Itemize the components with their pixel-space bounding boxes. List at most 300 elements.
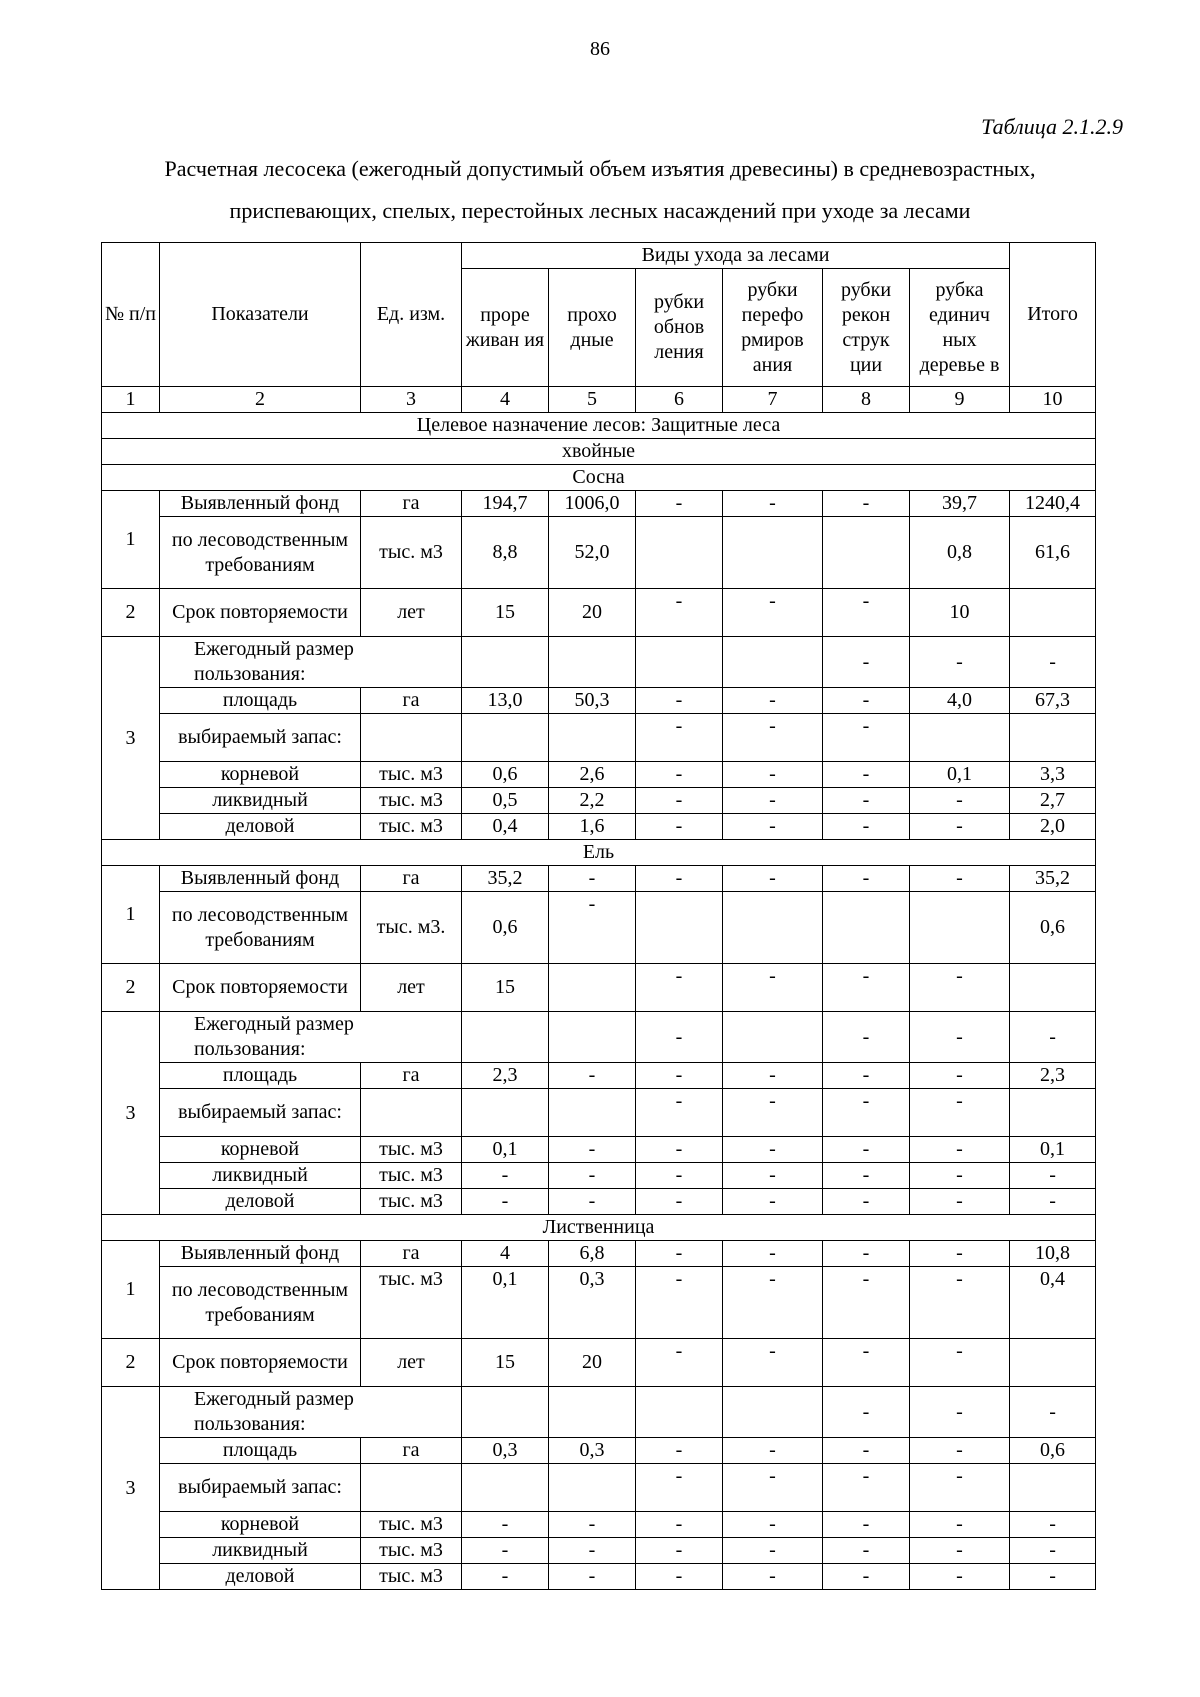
value-cell-passage	[549, 714, 636, 762]
value-cell-reformation	[723, 1387, 823, 1438]
value-cell-thinning: 15	[462, 1339, 549, 1387]
value-cell-passage	[549, 637, 636, 688]
indicator-liquid: ликвидный	[160, 1163, 361, 1189]
value-cell-reconstruction	[823, 517, 910, 589]
value-cell-reformation	[723, 637, 823, 688]
value-cell-thinning	[462, 1089, 549, 1137]
table-row	[102, 814, 1096, 840]
value-cell-renewal: -	[636, 788, 723, 814]
table-row	[102, 964, 1096, 1012]
value-cell-total: 61,6	[1010, 517, 1096, 589]
value-cell-passage: -	[549, 1564, 636, 1590]
row-number: 2	[102, 589, 160, 637]
value-cell-thinning	[462, 1464, 549, 1512]
value-cell-passage: 2,6	[549, 762, 636, 788]
value-cell-single-tree: -	[910, 1012, 1010, 1063]
value-cell-thinning	[462, 714, 549, 762]
value-cell-reconstruction: -	[823, 762, 910, 788]
value-cell-thinning	[462, 1387, 549, 1438]
unit-cell: тыс. м3	[361, 1512, 462, 1538]
table-row	[102, 491, 1096, 517]
value-cell-passage	[549, 1464, 636, 1512]
value-cell-thinning: 0,1	[462, 1137, 549, 1163]
value-cell-passage: -	[549, 866, 636, 892]
value-cell-passage: -	[549, 1538, 636, 1564]
value-cell-renewal: -	[636, 1339, 723, 1387]
table-row	[102, 1564, 1096, 1590]
table-row	[102, 1012, 1096, 1063]
indicator-fund-rest: по лесоводственным требованиям	[160, 1267, 361, 1339]
value-cell-reconstruction: -	[823, 964, 910, 1012]
value-cell-single-tree: -	[910, 1137, 1010, 1163]
table-title-line-1: Расчетная лесосека (ежегодный допустимый объем изъятия древесины) в средневозрастных,	[164, 156, 1036, 181]
value-cell-renewal: -	[636, 762, 723, 788]
table-row	[102, 517, 1096, 589]
value-cell-passage: 0,3	[549, 1438, 636, 1464]
value-cell-reconstruction: -	[823, 1012, 910, 1063]
value-cell-reformation	[723, 892, 823, 964]
header-units: Ед. изм.	[361, 243, 462, 387]
column-number: 7	[723, 387, 823, 413]
unit-cell: тыс. м3.	[361, 892, 462, 964]
column-number: 2	[160, 387, 361, 413]
value-cell-passage	[549, 1012, 636, 1063]
indicator-fund: Выявленный фонд	[160, 1241, 361, 1267]
value-cell-total: 10,8	[1010, 1241, 1096, 1267]
value-cell-thinning: 8,8	[462, 517, 549, 589]
row-number: 2	[102, 964, 160, 1012]
header-care-types: Виды ухода за лесами	[462, 243, 1010, 269]
table-row	[102, 714, 1096, 762]
value-cell-reformation: -	[723, 589, 823, 637]
value-cell-renewal: -	[636, 714, 723, 762]
indicator-area: площадь	[160, 1063, 361, 1089]
value-cell-reformation: -	[723, 1512, 823, 1538]
value-cell-thinning: 0,1	[462, 1267, 549, 1339]
value-cell-passage: 20	[549, 1339, 636, 1387]
row-number: 3	[102, 1012, 160, 1215]
value-cell-reconstruction: -	[823, 1267, 910, 1339]
unit-cell: га	[361, 866, 462, 892]
unit-cell: тыс. м3	[361, 1163, 462, 1189]
value-cell-passage: 2,2	[549, 788, 636, 814]
value-cell-single-tree: -	[910, 814, 1010, 840]
unit-cell: га	[361, 688, 462, 714]
value-cell-passage	[549, 964, 636, 1012]
value-cell-total: 2,0	[1010, 814, 1096, 840]
unit-cell: га	[361, 1241, 462, 1267]
table-title-line-2: приспевающих, спелых, перестойных лесных насаждений при уходе за лесами	[229, 198, 971, 223]
value-cell-renewal: -	[636, 866, 723, 892]
value-cell-thinning: 0,6	[462, 762, 549, 788]
value-cell-total: -	[1010, 1387, 1096, 1438]
header-num: № п/п	[102, 243, 160, 387]
value-cell-thinning: 194,7	[462, 491, 549, 517]
table-row	[102, 1339, 1096, 1387]
table-row	[102, 1089, 1096, 1137]
value-cell-thinning: 0,5	[462, 788, 549, 814]
value-cell-single-tree	[910, 714, 1010, 762]
value-cell-total: -	[1010, 1538, 1096, 1564]
value-cell-total: 0,4	[1010, 1267, 1096, 1339]
indicator-annual: Ежегодный размер пользования:	[160, 1387, 462, 1438]
value-cell-renewal: -	[636, 1564, 723, 1590]
table-row	[102, 1267, 1096, 1339]
value-cell-reconstruction: -	[823, 714, 910, 762]
value-cell-total: -	[1010, 1512, 1096, 1538]
value-cell-reformation: -	[723, 762, 823, 788]
species-row: Лиственница	[102, 1215, 1096, 1241]
value-cell-reformation: -	[723, 1267, 823, 1339]
table-row	[102, 762, 1096, 788]
indicator-business: деловой	[160, 1564, 361, 1590]
column-number: 5	[549, 387, 636, 413]
indicator-period: Срок повторяемости	[160, 1339, 361, 1387]
indicator-fund: Выявленный фонд	[160, 491, 361, 517]
value-cell-total: -	[1010, 1189, 1096, 1215]
value-cell-thinning: 13,0	[462, 688, 549, 714]
indicator-liquid: ликвидный	[160, 788, 361, 814]
table-row	[102, 1137, 1096, 1163]
table-row	[102, 637, 1096, 688]
value-cell-reformation: -	[723, 1564, 823, 1590]
value-cell-renewal: -	[636, 1089, 723, 1137]
table-row	[102, 1464, 1096, 1512]
value-cell-thinning: 15	[462, 964, 549, 1012]
value-cell-total: 35,2	[1010, 866, 1096, 892]
value-cell-renewal: -	[636, 688, 723, 714]
unit-cell: тыс. м3	[361, 1564, 462, 1590]
row-number: 2	[102, 1339, 160, 1387]
value-cell-renewal: -	[636, 1137, 723, 1163]
value-cell-single-tree: -	[910, 1538, 1010, 1564]
unit-cell: га	[361, 1063, 462, 1089]
table-row	[102, 413, 1096, 439]
value-cell-thinning: -	[462, 1564, 549, 1590]
value-cell-single-tree: -	[910, 1438, 1010, 1464]
table-row	[102, 788, 1096, 814]
column-number: 6	[636, 387, 723, 413]
unit-cell: тыс. м3	[361, 1137, 462, 1163]
value-cell-reformation: -	[723, 491, 823, 517]
unit-cell: лет	[361, 964, 462, 1012]
column-number: 10	[1010, 387, 1096, 413]
value-cell-renewal: -	[636, 964, 723, 1012]
indicator-stock: выбираемый запас:	[160, 714, 361, 762]
value-cell-total: 1240,4	[1010, 491, 1096, 517]
indicator-liquid: ликвидный	[160, 1538, 361, 1564]
value-cell-renewal: -	[636, 491, 723, 517]
unit-cell	[361, 1464, 462, 1512]
value-cell-thinning	[462, 1012, 549, 1063]
unit-cell: га	[361, 1438, 462, 1464]
value-cell-reformation: -	[723, 1538, 823, 1564]
value-cell-thinning: -	[462, 1538, 549, 1564]
row-number: 1	[102, 1241, 160, 1339]
value-cell-passage: -	[549, 892, 636, 964]
column-number: 8	[823, 387, 910, 413]
indicator-area: площадь	[160, 1438, 361, 1464]
indicator-business: деловой	[160, 814, 361, 840]
indicator-stock: выбираемый запас:	[160, 1464, 361, 1512]
value-cell-thinning: -	[462, 1189, 549, 1215]
page-number: 86	[590, 38, 610, 60]
table-row	[102, 439, 1096, 465]
value-cell-renewal: -	[636, 1464, 723, 1512]
table-label: Таблица 2.1.2.9	[981, 114, 1123, 139]
value-cell-renewal: -	[636, 814, 723, 840]
value-cell-total	[1010, 1339, 1096, 1387]
indicator-period: Срок повторяемости	[160, 589, 361, 637]
value-cell-reconstruction: -	[823, 688, 910, 714]
value-cell-reconstruction: -	[823, 1438, 910, 1464]
value-cell-renewal	[636, 517, 723, 589]
value-cell-reconstruction: -	[823, 1163, 910, 1189]
row-number: 1	[102, 491, 160, 589]
value-cell-renewal: -	[636, 1438, 723, 1464]
value-cell-passage: 6,8	[549, 1241, 636, 1267]
value-cell-passage: 50,3	[549, 688, 636, 714]
value-cell-single-tree: -	[910, 1387, 1010, 1438]
value-cell-single-tree: -	[910, 637, 1010, 688]
table-row	[102, 1387, 1096, 1438]
header-col-reformation: рубки перефо рмиров ания	[723, 269, 823, 387]
value-cell-single-tree	[910, 892, 1010, 964]
table-row	[102, 840, 1096, 866]
header-col-reconstruction: рубки рекон струк ции	[823, 269, 910, 387]
indicator-fund: Выявленный фонд	[160, 866, 361, 892]
indicator-annual: Ежегодный размер пользования:	[160, 1012, 462, 1063]
value-cell-passage	[549, 1387, 636, 1438]
value-cell-reformation: -	[723, 1464, 823, 1512]
value-cell-passage: -	[549, 1163, 636, 1189]
value-cell-renewal: -	[636, 1163, 723, 1189]
value-cell-reformation: -	[723, 688, 823, 714]
value-cell-reconstruction: -	[823, 1512, 910, 1538]
unit-cell: лет	[361, 589, 462, 637]
header-col-renewal: рубки обнов ления	[636, 269, 723, 387]
value-cell-reformation: -	[723, 1137, 823, 1163]
value-cell-reformation: -	[723, 714, 823, 762]
value-cell-reconstruction: -	[823, 1189, 910, 1215]
value-cell-thinning: 35,2	[462, 866, 549, 892]
allowable-cut-table	[101, 242, 1096, 1590]
indicator-annual: Ежегодный размер пользования:	[160, 637, 462, 688]
value-cell-reformation: -	[723, 964, 823, 1012]
table-row	[102, 866, 1096, 892]
value-cell-thinning: 0,4	[462, 814, 549, 840]
species-row: Сосна	[102, 465, 1096, 491]
table-row	[102, 1189, 1096, 1215]
value-cell-passage: 1,6	[549, 814, 636, 840]
value-cell-total: -	[1010, 1012, 1096, 1063]
indicator-business: деловой	[160, 1189, 361, 1215]
value-cell-reformation: -	[723, 866, 823, 892]
value-cell-thinning: 0,6	[462, 892, 549, 964]
value-cell-reconstruction: -	[823, 1089, 910, 1137]
indicator-root: корневой	[160, 1512, 361, 1538]
value-cell-total	[1010, 714, 1096, 762]
value-cell-total	[1010, 964, 1096, 1012]
value-cell-reformation	[723, 517, 823, 589]
table-row	[102, 1063, 1096, 1089]
column-number: 9	[910, 387, 1010, 413]
header-indicators: Показатели	[160, 243, 361, 387]
value-cell-single-tree: -	[910, 1512, 1010, 1538]
value-cell-total: 67,3	[1010, 688, 1096, 714]
value-cell-passage	[549, 1089, 636, 1137]
value-cell-single-tree: 4,0	[910, 688, 1010, 714]
value-cell-passage: -	[549, 1189, 636, 1215]
value-cell-renewal: -	[636, 1189, 723, 1215]
unit-cell: тыс. м3	[361, 788, 462, 814]
value-cell-single-tree: -	[910, 1189, 1010, 1215]
value-cell-reformation: -	[723, 788, 823, 814]
value-cell-passage: 1006,0	[549, 491, 636, 517]
value-cell-reconstruction: -	[823, 1063, 910, 1089]
value-cell-reconstruction: -	[823, 1564, 910, 1590]
value-cell-reformation: -	[723, 1438, 823, 1464]
table-row	[102, 1215, 1096, 1241]
value-cell-reformation: -	[723, 1339, 823, 1387]
value-cell-reconstruction: -	[823, 1137, 910, 1163]
value-cell-single-tree: -	[910, 1089, 1010, 1137]
table-row	[102, 465, 1096, 491]
indicator-fund-rest: по лесоводственным требованиям	[160, 517, 361, 589]
unit-cell: тыс. м3	[361, 1538, 462, 1564]
row-number: 3	[102, 637, 160, 840]
value-cell-renewal: -	[636, 1241, 723, 1267]
value-cell-renewal	[636, 637, 723, 688]
unit-cell	[361, 1089, 462, 1137]
unit-cell: тыс. м3	[361, 762, 462, 788]
value-cell-reformation: -	[723, 1189, 823, 1215]
species-group-row: хвойные	[102, 439, 1096, 465]
value-cell-renewal: -	[636, 1512, 723, 1538]
header-col-passage: прохо дные	[549, 269, 636, 387]
header-col-thinning: проре живан ия	[462, 269, 549, 387]
value-cell-passage: -	[549, 1063, 636, 1089]
value-cell-renewal: -	[636, 1267, 723, 1339]
value-cell-single-tree: -	[910, 788, 1010, 814]
table-row	[102, 387, 1096, 413]
value-cell-reformation	[723, 1012, 823, 1063]
indicator-root: корневой	[160, 1137, 361, 1163]
value-cell-thinning: -	[462, 1163, 549, 1189]
value-cell-reconstruction: -	[823, 589, 910, 637]
unit-cell: тыс. м3	[361, 1267, 462, 1339]
value-cell-single-tree: -	[910, 1267, 1010, 1339]
value-cell-total: -	[1010, 1564, 1096, 1590]
table-row	[102, 688, 1096, 714]
value-cell-total: 2,3	[1010, 1063, 1096, 1089]
value-cell-renewal	[636, 892, 723, 964]
unit-cell: га	[361, 491, 462, 517]
value-cell-single-tree: 0,8	[910, 517, 1010, 589]
value-cell-single-tree: 0,1	[910, 762, 1010, 788]
indicator-root: корневой	[160, 762, 361, 788]
row-number: 3	[102, 1387, 160, 1590]
value-cell-thinning: 15	[462, 589, 549, 637]
unit-cell: лет	[361, 1339, 462, 1387]
column-number: 3	[361, 387, 462, 413]
indicator-fund-rest: по лесоводственным требованиям	[160, 892, 361, 964]
value-cell-renewal: -	[636, 1538, 723, 1564]
value-cell-total	[1010, 589, 1096, 637]
value-cell-renewal: -	[636, 1063, 723, 1089]
value-cell-reconstruction: -	[823, 491, 910, 517]
value-cell-single-tree: -	[910, 1063, 1010, 1089]
unit-cell: тыс. м3	[361, 517, 462, 589]
indicator-stock: выбираемый запас:	[160, 1089, 361, 1137]
value-cell-passage: -	[549, 1512, 636, 1538]
value-cell-reconstruction: -	[823, 1387, 910, 1438]
value-cell-total	[1010, 1089, 1096, 1137]
row-number: 1	[102, 866, 160, 964]
value-cell-passage: 20	[549, 589, 636, 637]
value-cell-single-tree: 39,7	[910, 491, 1010, 517]
table-row	[102, 1512, 1096, 1538]
value-cell-reconstruction	[823, 892, 910, 964]
value-cell-single-tree: -	[910, 1564, 1010, 1590]
value-cell-reconstruction: -	[823, 1241, 910, 1267]
value-cell-thinning: 4	[462, 1241, 549, 1267]
value-cell-reformation: -	[723, 1089, 823, 1137]
value-cell-reconstruction: -	[823, 788, 910, 814]
value-cell-reconstruction: -	[823, 1339, 910, 1387]
table-row	[102, 1438, 1096, 1464]
value-cell-thinning: 2,3	[462, 1063, 549, 1089]
column-number: 1	[102, 387, 160, 413]
header-col-single-tree: рубка единич ных деревье в	[910, 269, 1010, 387]
value-cell-passage: 0,3	[549, 1267, 636, 1339]
value-cell-single-tree: -	[910, 964, 1010, 1012]
species-row: Ель	[102, 840, 1096, 866]
value-cell-reformation: -	[723, 1163, 823, 1189]
value-cell-reconstruction: -	[823, 814, 910, 840]
value-cell-reformation: -	[723, 1241, 823, 1267]
value-cell-renewal: -	[636, 1012, 723, 1063]
value-cell-total: 3,3	[1010, 762, 1096, 788]
value-cell-single-tree: -	[910, 866, 1010, 892]
value-cell-thinning: -	[462, 1512, 549, 1538]
value-cell-renewal	[636, 1387, 723, 1438]
value-cell-reformation: -	[723, 814, 823, 840]
value-cell-passage: 52,0	[549, 517, 636, 589]
value-cell-total	[1010, 1464, 1096, 1512]
indicator-area: площадь	[160, 688, 361, 714]
table-row	[102, 243, 1096, 269]
value-cell-thinning: 0,3	[462, 1438, 549, 1464]
table-row	[102, 1163, 1096, 1189]
value-cell-reconstruction: -	[823, 1464, 910, 1512]
unit-cell: тыс. м3	[361, 1189, 462, 1215]
table-row	[102, 1241, 1096, 1267]
value-cell-single-tree: 10	[910, 589, 1010, 637]
value-cell-single-tree: -	[910, 1464, 1010, 1512]
value-cell-total: -	[1010, 1163, 1096, 1189]
value-cell-reformation: -	[723, 1063, 823, 1089]
column-number: 4	[462, 387, 549, 413]
value-cell-total: -	[1010, 637, 1096, 688]
value-cell-single-tree: -	[910, 1339, 1010, 1387]
value-cell-total: 0,6	[1010, 892, 1096, 964]
value-cell-passage: -	[549, 1137, 636, 1163]
unit-cell: тыс. м3	[361, 814, 462, 840]
value-cell-total: 0,6	[1010, 1438, 1096, 1464]
table-row	[102, 1538, 1096, 1564]
value-cell-reconstruction: -	[823, 866, 910, 892]
